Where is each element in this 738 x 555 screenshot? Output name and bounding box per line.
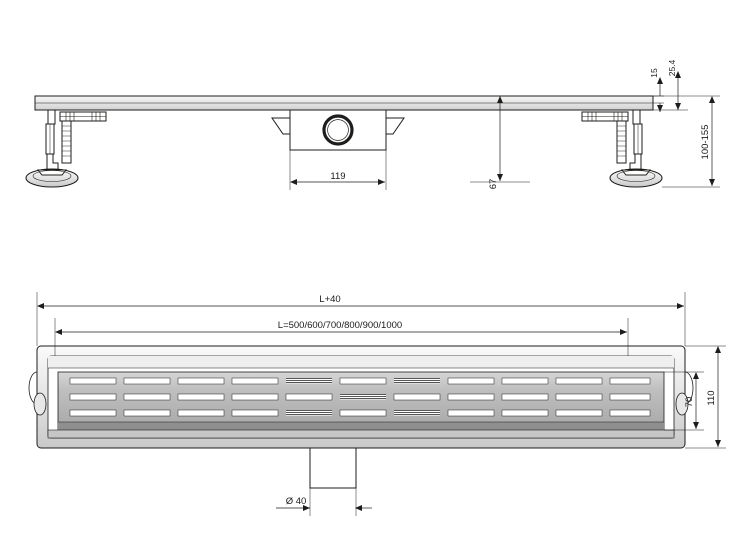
right-leg-assembly [582,110,662,187]
dimension-67-label: 67 [488,178,499,190]
texture-zone-d [394,378,440,384]
texture-zone-c [286,410,332,416]
dimension-diameter-40-label: Ø 40 [285,496,307,507]
texture-zone-a [286,378,332,384]
left-leg-assembly [26,110,106,187]
dimension-15-label: 15 [649,68,659,78]
dimension-l40-label: L+40 [319,294,341,305]
outlet-spigot [310,448,356,488]
dimension-119 [290,150,386,190]
dimension-100-155-label: 100-155 [700,124,711,160]
dimension-25-4 [653,59,688,110]
dimension-diameter-40 [276,488,372,516]
dimension-l-options-label: L=500/600/700/800/900/1000 [277,320,403,331]
texture-zone-b [340,394,386,400]
side-elevation-group [26,59,720,190]
dimension-70-label: 70 [684,396,695,408]
grate-panel [58,372,664,430]
dimension-l40 [37,292,685,346]
texture-zone-e [394,410,440,416]
dimension-100-155 [653,96,720,187]
left-end-cap [34,393,46,415]
top-plan-group [29,292,726,516]
dimension-110-label: 110 [706,390,717,406]
dimension-119-label: 119 [330,171,346,182]
channel-profile [35,96,653,110]
outlet-housing [272,110,404,150]
dimension-25-4-label: 25.4 [667,59,677,77]
